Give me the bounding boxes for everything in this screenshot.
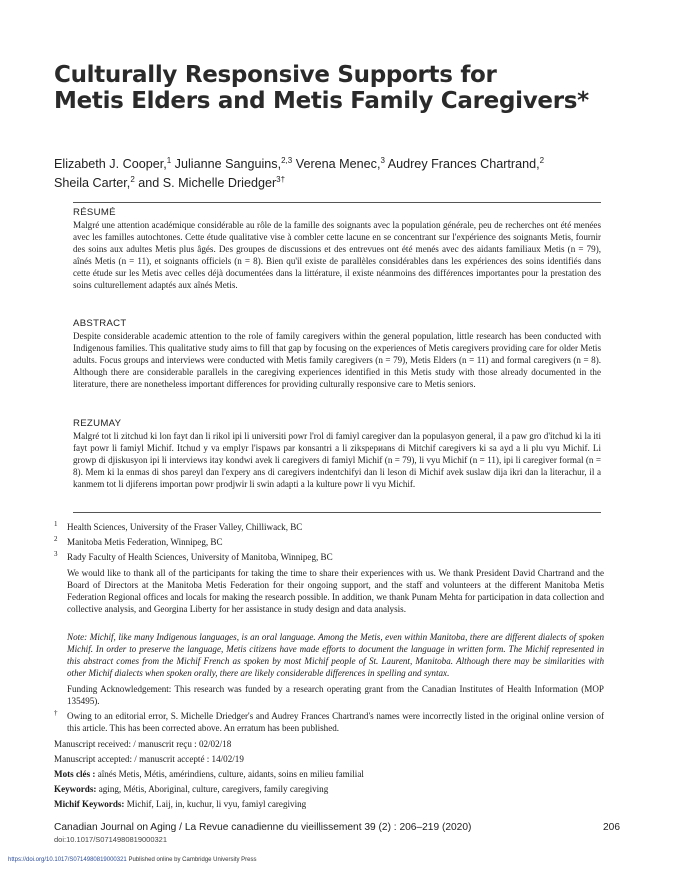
affiliation-item: [54, 536, 604, 548]
keywords-values: aging, Métis, Aboriginal, culture, caregivers, family caregiving: [96, 784, 329, 794]
mots-cles-values: aînés Metis, Métis, amérindiens, culture, aidants, soins en milieu familial: [95, 769, 364, 779]
publisher-footer: [8, 857, 257, 863]
author-name: Elizabeth J. Cooper,: [54, 157, 167, 171]
acknowledgement-text: We would like to thank all of the participants for taking the time to share their experiences with us. We thank President David Chartrand and the Board of Directors at the Manitoba Metis Federation for their ongoing support, and the staff and volunteers at the different Manitoba Metis Federation Regional offices and locals for making the research possible. In addition, we thank Punam Mehta for participation in data collection and collective analysis, and Georgina Liberty for her assistance in study design and data analysis.: [67, 568, 604, 614]
mots-cles-line: [54, 768, 364, 780]
affiliation-item: [54, 521, 604, 533]
michif-language-note: Note: Michif, like many Indigenous languages, is an oral language. Among the Metis, even within Manitoba, there are different dialects of spoken Michif. In order to preserve the language, Metis citizens have made efforts to document the language in written form. The Michif represented in this abstract comes from the Michif French as spoken by most Michif people of St. Laurent, Manitoba. Although there may be similarities with other Michif dialects when spoken orally, there are likely considerable differences in spelling and syntax.: [67, 632, 604, 678]
abstract-heading: ABSTRACT: [73, 318, 127, 329]
article-title: [54, 62, 614, 114]
manuscript-received: Manuscript received: / manuscrit reçu : 02/02/18: [54, 739, 232, 749]
author-affiliation-mark: 1: [166, 156, 172, 165]
author-name: Sheila Carter,: [54, 176, 131, 190]
publisher-note: Published online by Cambridge University Press: [126, 857, 257, 863]
author-name: and S. Michelle Driedger: [134, 176, 277, 190]
affiliation-text: Rady Faculty of Health Sciences, University of Manitoba, Winnipeg, BC: [67, 552, 333, 562]
michif-keywords-values: Michif, Laij, in, kuchur, li vyu, famiyl caregiving: [124, 799, 307, 809]
michif-keywords-label: Michif Keywords:: [54, 799, 125, 809]
rezumay-heading: REZUMAY: [73, 418, 122, 429]
doi-text: doi:10.1017/S0714980819000321: [54, 835, 168, 844]
resume-section: [73, 207, 601, 291]
author-affiliation-mark: 3: [380, 156, 385, 165]
resume-body: Malgré une attention académique considérable au rôle de la famille des soignants avec la population générale, peu de recherches ont été menées avec les familles autochtones. Cette étude qualitative vise à combler cette lacune en se concentrant sur l'expérience des soignants Metis, fournir des soins aux adultes Metis plus âgés. Des groupes de discussions et des entrevues ont été menés avec des aidants familiaux Metis (n = 79), aînés Metis (n = 11), et soignants officiels (n = 8). Bien qu'il existe de parallèles considérables dans les expériences des soins identifiés dans cette étude sur les Metis avec celles déjà documentées dans la littérature, il existe néanmoins des différences importantes pour la prestation des soins culturellement adaptés aux aînés Metis.: [73, 220, 601, 290]
affiliation-text: Manitoba Metis Federation, Winnipeg, BC: [67, 537, 223, 547]
keywords-line: [54, 783, 328, 795]
manuscript-accepted: Manuscript accepted: / manuscrit accepté : 14/02/19: [54, 754, 244, 764]
affiliation-mark: 3: [54, 550, 58, 558]
affiliation-mark: 1: [54, 520, 58, 528]
author-line-1: [54, 153, 614, 172]
author-list: [54, 153, 614, 191]
resume-heading: RÉSUMÉ: [73, 207, 116, 218]
abstract-section: [73, 318, 601, 390]
abstract-body: Despite considerable academic attention to the role of family caregivers within the general population, little research has been conducted with Indigenous families. This qualitative study aims to fill that gap by focusing on the experiences of Metis caregivers providing care for older Metis adults. Focus groups and interviews were conducted with Metis family caregivers (n = 79), Metis Elders (n = 11) and formal caregivers (n = 8). Although there are considerable parallels in the caregiving experiences identified in this Metis study with those already documented in the literature, there are nonetheless important differences for providing culturally responsive care to Metis seniors.: [73, 331, 601, 389]
section-divider: [73, 202, 601, 203]
author-name: Audrey Frances Chartrand,: [384, 157, 540, 171]
doi-link[interactable]: https://doi.org/10.1017/S0714980819000321: [8, 857, 127, 863]
section-divider: [73, 512, 601, 513]
erratum-text: Owing to an editorial error, S. Michelle Driedger's and Audrey Frances Chartrand's names were incorrectly listed in the original online version of this article. This has been corrected above. An erratum has been published.: [67, 711, 604, 733]
keywords-label: Keywords:: [54, 784, 97, 794]
affiliation-text: Health Sciences, University of the Fraser Valley, Chilliwack, BC: [67, 522, 303, 532]
author-affiliation-mark: 2,3: [281, 156, 293, 165]
funding-acknowledgement: Funding Acknowledgement: This research was funded by a research operating grant from the Canadian Institutes of Health Information (MOP 135495).: [67, 684, 604, 706]
affiliation-mark: 2: [54, 535, 58, 543]
author-name: Verena Menec,: [292, 157, 381, 171]
author-affiliation-mark: 2: [539, 156, 545, 165]
erratum-note: [54, 710, 604, 734]
author-name: Julianne Sanguins,: [171, 157, 282, 171]
author-affiliation-mark: 2: [130, 175, 135, 184]
title-line-1: Culturally Responsive Supports for: [54, 62, 497, 88]
rezumay-body: Malgré tot li zitchud ki lon fayt dan li rikol ipi li universiti powr l'rol di famiyl caregiver dan la populasyon general, il a paw gro d'itchud ki la iti fayt powr li famiyl Michif. Itchud y va emplyr l'ispaws par konsantri a li zikspериans di Mitchif caregivers ki sa ayd a li plu vyu Michif. Li growp di djiskusyon ipi li interviews itay kondwi avek li caregivers di famiyl Michif (n = 79), li vyu Michif (n = 11), ipi li caregiver formal (n = 8). Mem ki la enmas di shos pareyl dan l'expery ans di caregivers indentchifyi dan li leson di Michif avek suslaw dija ikri dan la literachur, il a kanmem tot li djiferens importan powr prodjwir li swin adapti a la kulture powr li vyu Michif.: [73, 431, 601, 489]
page-number: 206: [603, 822, 620, 833]
journal-citation: Canadian Journal on Aging / La Revue canadienne du vieillissement 39 (2) : 206–219 (2020): [54, 822, 472, 833]
author-affiliation-mark: 3†: [276, 175, 286, 184]
michif-keywords-line: [54, 798, 306, 810]
affiliation-item: [54, 551, 604, 563]
rezumay-section: [73, 418, 601, 490]
mots-cles-label: Mots clés :: [54, 769, 96, 779]
title-line-2: Metis Elders and Metis Family Caregivers*: [54, 88, 589, 114]
author-line-2: [54, 172, 614, 191]
erratum-mark: †: [54, 709, 58, 717]
